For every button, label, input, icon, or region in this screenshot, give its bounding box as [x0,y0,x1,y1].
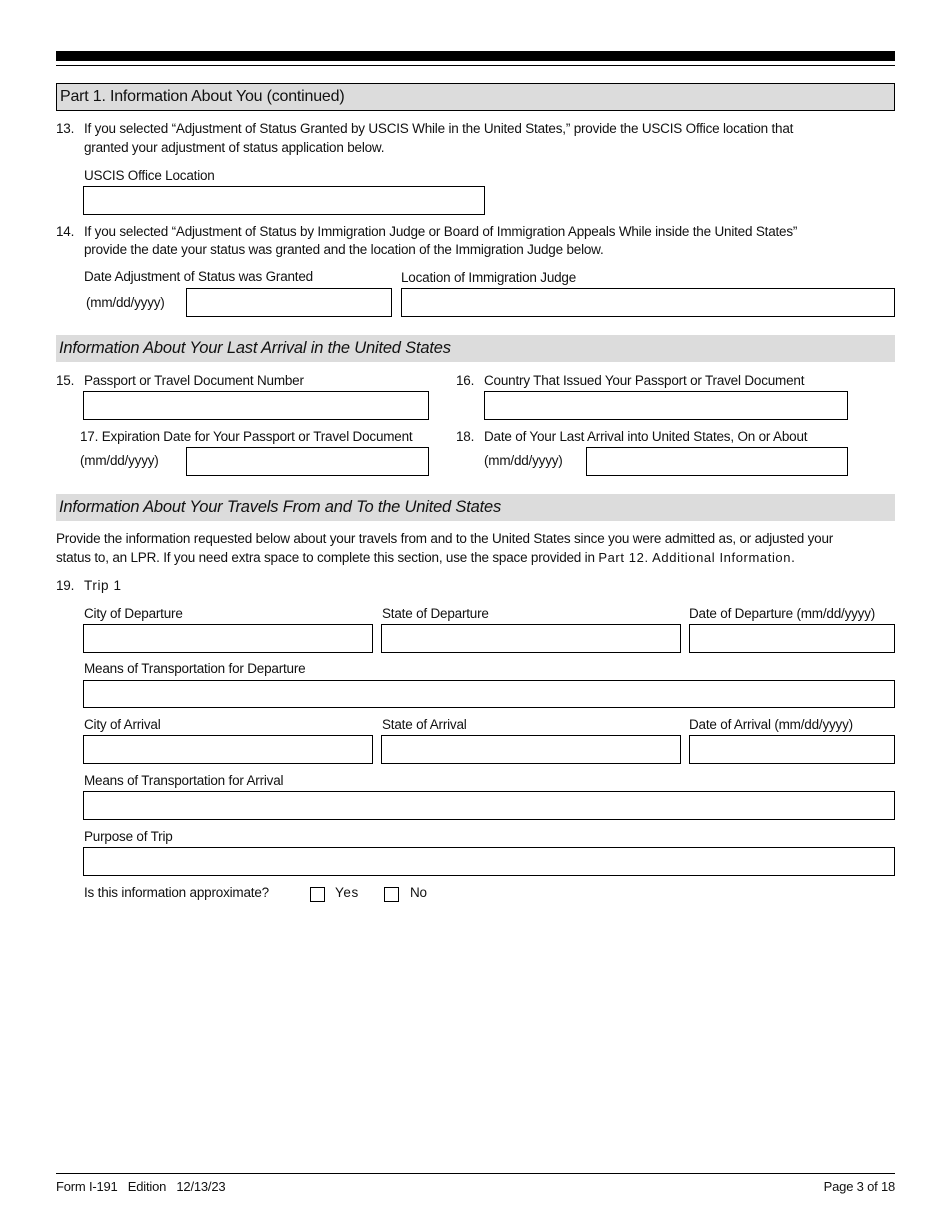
section-travels [56,494,895,521]
trip-label: Trip 1 [84,578,122,593]
approximate-no-label: No [410,885,427,900]
part12-reference: Part 12. Additional Information [598,550,792,565]
top-thin-rule [56,65,895,66]
passport-number-input[interactable] [83,391,429,420]
adjustment-date-input[interactable] [186,288,392,317]
immigration-judge-label: Location of Immigration Judge [401,270,577,285]
section-travels-title: Information About Your Travels From and To the United States [59,498,501,516]
approximate-no-checkbox[interactable] [384,887,399,902]
date-departure-label: Date of Departure (mm/dd/yyyy) [689,606,876,621]
q14-text-line2: provide the date your status was granted and the location of the Immigration Judge below. [84,242,604,257]
approximate-yes-label: Yes [335,885,359,900]
travels-intro-line1: Provide the information requested below about your travels from and to the United States since you were admitted as, or adjusted your [56,531,834,546]
purpose-label: Purpose of Trip [84,829,173,844]
approximate-yes-checkbox[interactable] [310,887,325,902]
last-arrival-date-format: (mm/dd/yyyy) [484,453,563,468]
footer-page-number: Page 3 of 18 [823,1179,895,1194]
q19-number: 19. [56,578,75,593]
q14-text-line1: If you selected “Adjustment of Status by Immigration Judge or Board of Immigration Appeals While inside the United States” [84,224,798,239]
city-arrival-label: City of Arrival [84,717,161,732]
travels-intro-line2 [56,548,795,567]
date-departure-input[interactable] [689,624,895,653]
section-last-arrival-title: Information About Your Last Arrival in the United States [59,339,451,357]
uscis-office-input[interactable] [83,186,485,215]
travels-intro-line2-prefix: status to, an LPR. If you need extra space to complete this section, use the space provided in [56,550,599,565]
q13-text-line1: If you selected “Adjustment of Status Granted by USCIS While in the United States,” provide the USCIS Office location that [84,121,794,136]
travels-intro-line2-suffix: . [791,550,795,565]
means-arrival-input[interactable] [83,791,895,820]
city-departure-input[interactable] [83,624,373,653]
immigration-judge-input[interactable] [401,288,895,317]
section-last-arrival [56,335,895,362]
top-thick-rule [56,51,895,61]
state-departure-input[interactable] [381,624,681,653]
passport-country-input[interactable] [484,391,848,420]
part-header-title: Part 1. Information About You (continued) [60,88,345,105]
state-departure-label: State of Departure [382,606,489,621]
footer-rule [56,1173,895,1174]
uscis-office-label: USCIS Office Location [84,168,215,183]
last-arrival-date-input[interactable] [586,447,848,476]
q13-text-line2: granted your adjustment of status application below. [84,140,385,155]
date-arrival-label: Date of Arrival (mm/dd/yyyy) [689,717,853,732]
passport-expiration-input[interactable] [186,447,429,476]
footer-form-edition: Form I-191 Edition 12/13/23 [56,1179,226,1194]
q13-number: 13. [56,121,75,136]
passport-number-label: Passport or Travel Document Number [84,373,304,388]
q16-number: 16. [456,373,475,388]
approximate-question: Is this information approximate? [84,885,269,900]
passport-country-label: Country That Issued Your Passport or Travel Document [484,373,805,388]
purpose-input[interactable] [83,847,895,876]
means-arrival-label: Means of Transportation for Arrival [84,773,284,788]
part-header [56,83,895,111]
adjustment-date-label: Date Adjustment of Status was Granted [84,269,313,284]
last-arrival-date-label: Date of Your Last Arrival into United States, On or About [484,429,808,444]
date-arrival-input[interactable] [689,735,895,764]
city-departure-label: City of Departure [84,606,183,621]
q14-number: 14. [56,224,75,239]
state-arrival-input[interactable] [381,735,681,764]
state-arrival-label: State of Arrival [382,717,467,732]
q15-number: 15. [56,373,75,388]
city-arrival-input[interactable] [83,735,373,764]
passport-expiration-label: 17. Expiration Date for Your Passport or Travel Document [80,429,413,444]
adjustment-date-format: (mm/dd/yyyy) [86,295,165,310]
means-departure-label: Means of Transportation for Departure [84,661,306,676]
means-departure-input[interactable] [83,680,895,708]
q18-number: 18. [456,429,475,444]
passport-expiration-format: (mm/dd/yyyy) [80,453,159,468]
